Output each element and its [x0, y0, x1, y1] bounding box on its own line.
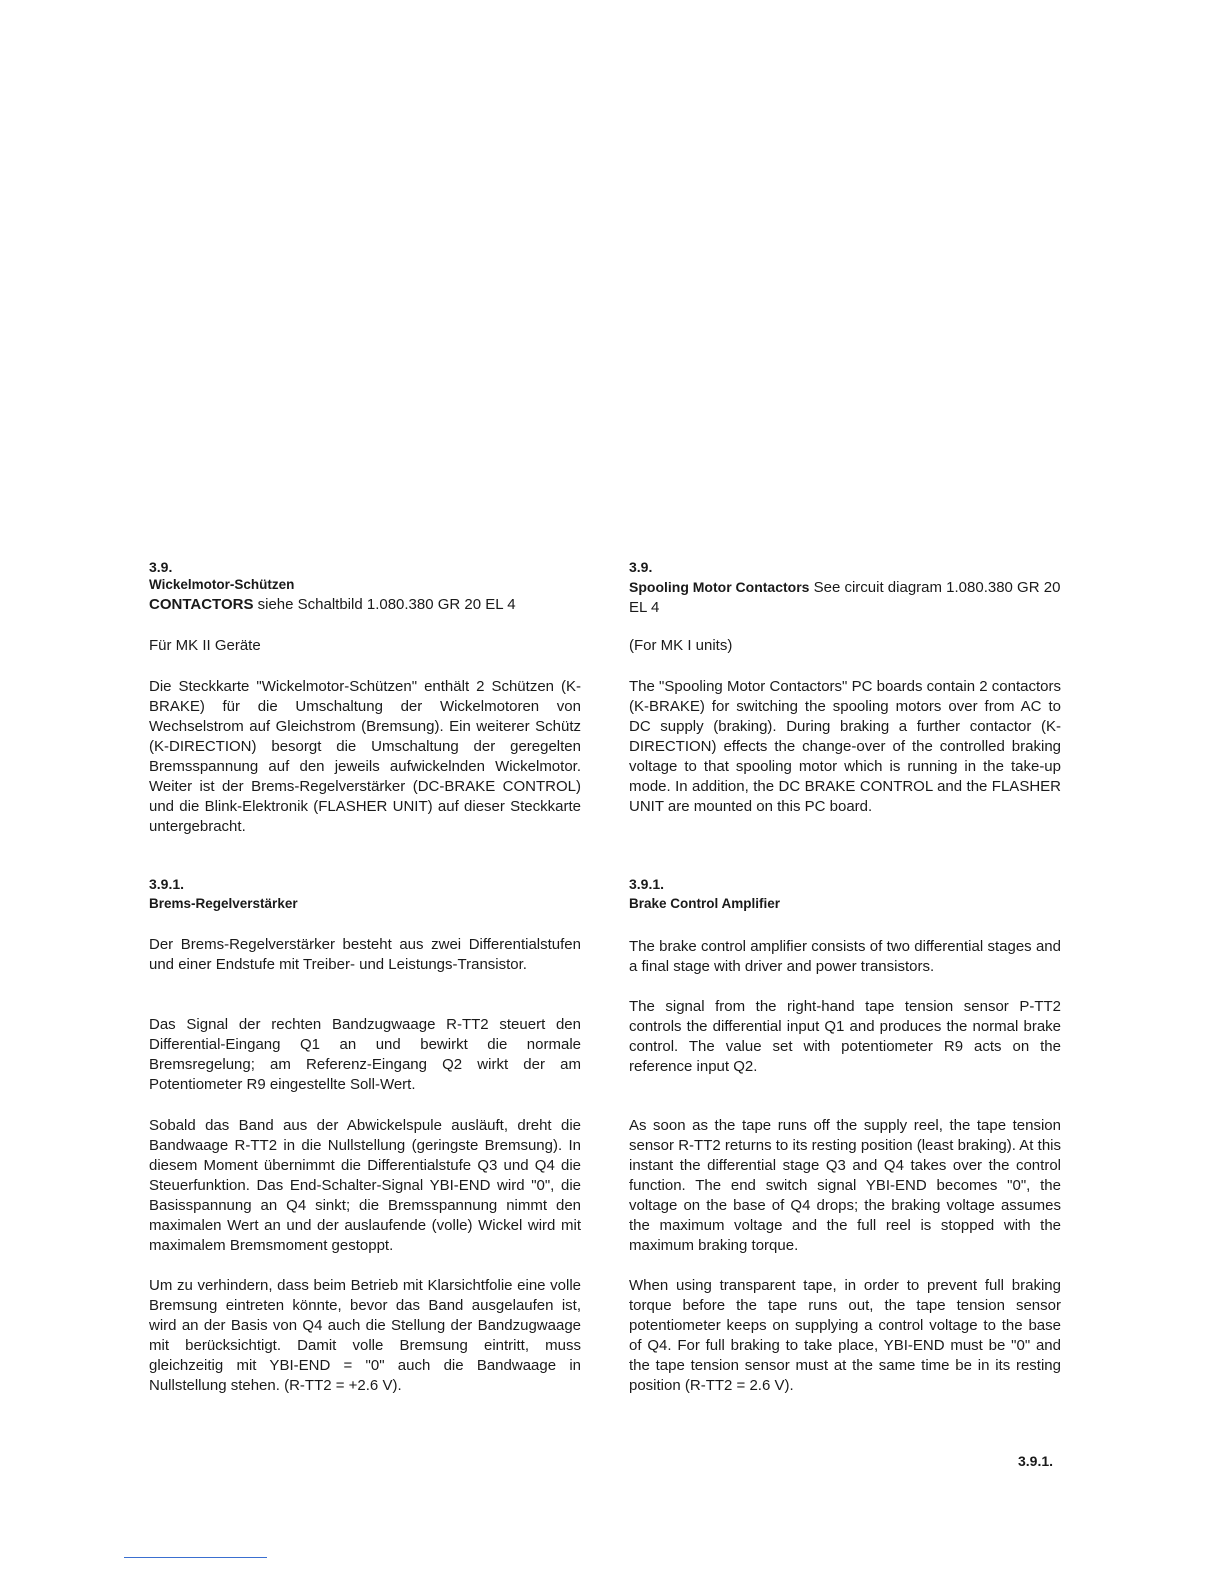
paragraph-4: Um zu verhindern, dass beim Betrieb mit Klarsichtfolie eine volle Bremsung eintreten könnte, bevor das Band ausgelaufen ist, wird an der Basis von Q4 auch die Stellung der Bandzugwaage mit berücksichtigt. Damit volle Bremsung eintritt, muss gleichzeitig mit YBI-END = "0" auch die Bandwaage in Nullstellung stehen. (R-TT2 = +2.6 V).	[149, 1277, 581, 1394]
subsection-number: 3.9.1.	[149, 876, 185, 892]
paragraph-3: Sobald das Band aus der Abwickelspule ausläuft, dreht die Bandwaage R-TT2 in die Nullstellung (geringste Bremsung). In diesem Moment übernimmt die Differentialstufe Q3 und Q4 die Steuerfunktion. Das End-Schalter-Signal YBI-END wird "0", die Basisspannung an Q4 sinkt; die Bremsspannung nimmt den maximalen Wert an und der auslaufende (volle) Wickel wird mit maximalem Bremsmoment gestoppt.	[149, 1117, 581, 1254]
section-body: Die Steckkarte "Wickelmotor-Schützen" enthält 2 Schützen (K-BRAKE) für die Umschaltung der Wickelmotoren von Wechselstrom auf Gleichstrom (Bremsung). Ein weiterer Schütz (K-DIRECTION) besorgt die Umschaltung der geregelten Bremsspannung auf den jeweils aufwickelnden Wickelmotor. Weiter ist der Brems-Regelverstärker (DC-BRAKE CONTROL) und die Blink-Elektronik (FLASHER UNIT) auf dieser Steckkarte untergebracht.	[149, 678, 581, 835]
subsection-title: Brems-Regelverstärker	[149, 896, 298, 911]
section-title	[629, 577, 1061, 618]
section-note: (For MK I units)	[629, 637, 733, 654]
section-subtitle-rest: siehe Schaltbild 1.080.380 GR 20 EL 4	[253, 596, 516, 613]
paragraph-2: The signal from the right-hand tape tension sensor P-TT2 controls the differential input Q1 and produces the normal brake control. The value set with potentiometer R9 acts on the reference input Q2.	[629, 998, 1061, 1075]
section-subtitle-bold: CONTACTORS	[149, 596, 254, 613]
section-number: 3.9.	[629, 559, 653, 575]
paragraph-4: When using transparent tape, in order to prevent full braking torque before the tape runs out, the tape tension sensor potentiometer keeps on supplying a control voltage to the base of Q4. For full braking to take place, YBI-END must be "0" and the tape tension sensor must at the same time be in its resting position (R-TT2 = 2.6 V).	[629, 1277, 1061, 1394]
footnote-rule	[124, 1557, 267, 1558]
page-number: 3.9.1.	[1018, 1453, 1054, 1469]
section-note: Für MK II Geräte	[149, 637, 261, 654]
subsection-number: 3.9.1.	[629, 876, 665, 892]
section-title: Wickelmotor-Schützen	[149, 577, 295, 592]
paragraph-3: As soon as the tape runs off the supply reel, the tape tension sensor R-TT2 returns to its resting position (least braking). At this instant the differential stage Q3 and Q4 takes over the control function. The end switch signal YBI-END becomes "0", the voltage on the base of Q4 drops; the braking voltage assumes the maximum voltage and the full reel is stopped with the maximum braking torque.	[629, 1117, 1061, 1254]
section-subtitle	[149, 595, 581, 615]
section-title-bold: Spooling Motor Contactors	[629, 579, 810, 595]
paragraph-2: Das Signal der rechten Bandzugwaage R-TT2 steuert den Differential-Eingang Q1 an und bewirkt die normale Bremsregelung; am Referenz-Eingang Q2 wirkt der am Potentiometer R9 eingestellte Soll-Wert.	[149, 1016, 581, 1093]
section-title-rest: See circuit diagram 1.080.380 GR 20 EL 4	[629, 579, 1061, 616]
subsection-title: Brake Control Amplifier	[629, 896, 781, 911]
paragraph-1: The brake control amplifier consists of two differential stages and a final stage with driver and power transistors.	[629, 938, 1061, 975]
section-body: The "Spooling Motor Contactors" PC boards contain 2 contactors (K-BRAKE) for switching the spooling motors over from AC to DC supply (braking). During braking a further contactor (K-DIRECTION) effects the change-over of the controlled braking voltage to that spooling motor which is running in the take-up mode. In addition, the DC BRAKE CONTROL and the FLASHER UNIT are mounted on this PC board.	[629, 678, 1061, 815]
section-number: 3.9.	[149, 559, 173, 575]
paragraph-1: Der Brems-Regelverstärker besteht aus zwei Differentialstufen und einer Endstufe mit Treiber- und Leistungs-Transistor.	[149, 936, 581, 973]
